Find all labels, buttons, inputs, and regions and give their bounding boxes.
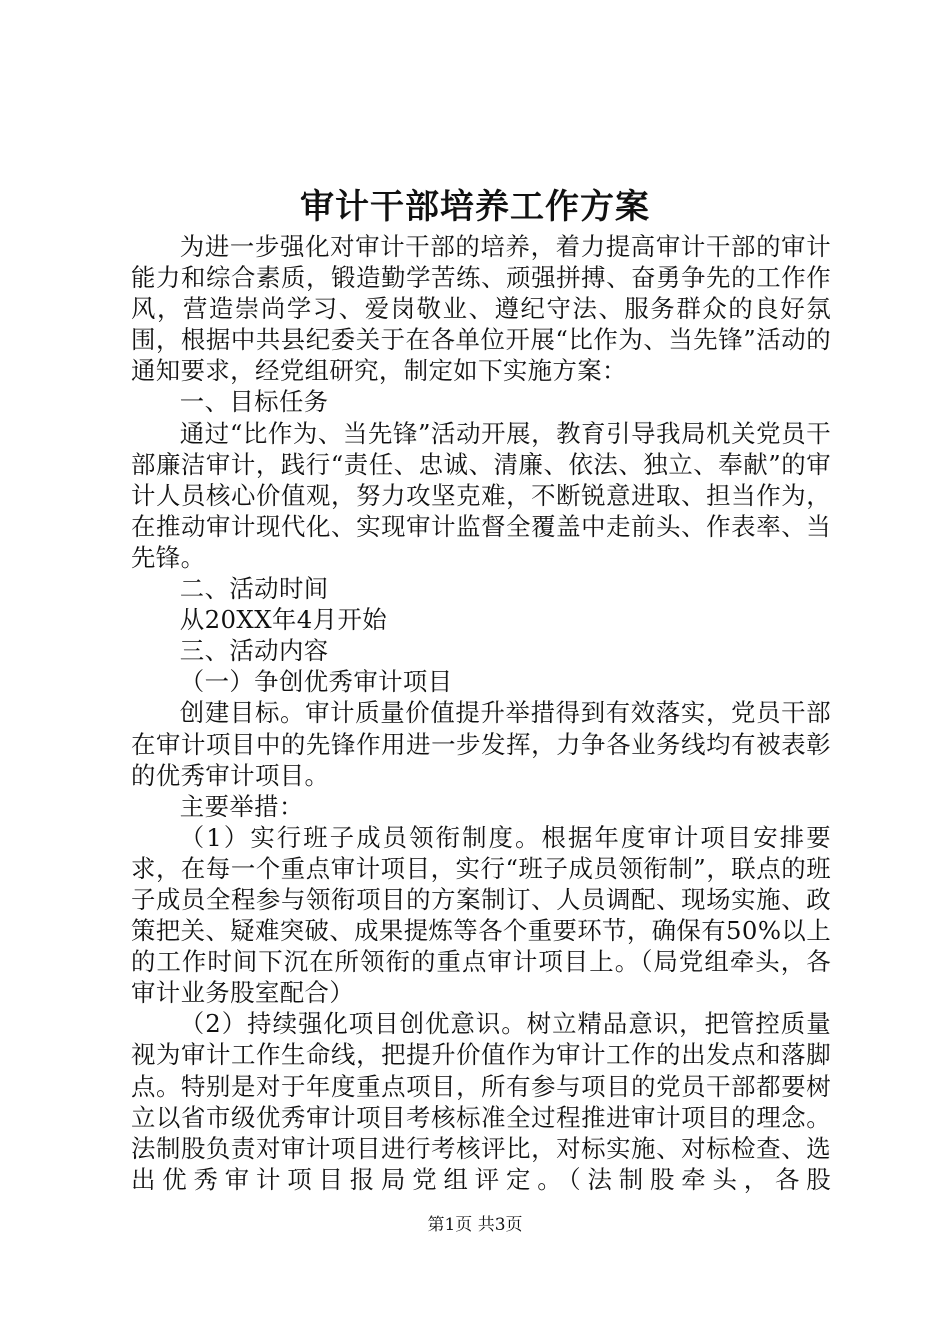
main-measures-label: 主要举措： xyxy=(179,791,304,821)
section-heading-content: 三、活动内容 xyxy=(179,636,329,666)
section-heading-goals: 一、目标任务 xyxy=(179,387,329,417)
creation-goal-paragraph: 创建目标。审计质量价值提升举措得到有效落实，党员干部在审计项目中的先锋作用进一步发挥，力争各业务线均有被表彰的优秀审计项目。 xyxy=(131,698,831,790)
page-footer: 第1页 共3页 xyxy=(427,1215,523,1235)
document-body xyxy=(131,231,831,1195)
section-heading-time: 二、活动时间 xyxy=(179,574,329,604)
subsection-heading-projects: （一）争创优秀审计项目 xyxy=(179,667,453,697)
measure-1-paragraph: （1）实行班子成员领衔制度。根据年度审计项目安排要求，在每一个重点审计项目，实行“班子成员领衔制”，联点的班子成员全程参与领衔项目的方案制订、人员调配、现场实施、政策把关、疑难突破、成果提炼等各个重要环节，确保有50%以上的工作时间下沉在所领衔的重点审计项目上。（局党组牵头，各审计业务股室配合） xyxy=(131,822,831,1008)
goals-paragraph: 通过“比作为、当先锋”活动开展，教育引导我局机关党员干部廉洁审计，践行“责任、忠诚、清廉、依法、独立、奉献”的审计人员核心价值观，努力攻坚克难，不断锐意进取、担当作为，在推动审计现代化、实现审计监督全覆盖中走前头、作表率、当先锋。 xyxy=(131,418,831,572)
document-title: 审计干部培养工作方案 xyxy=(300,187,650,227)
intro-paragraph: 为进一步强化对审计干部的培养，着力提高审计干部的审计能力和综合素质，锻造勤学苦练、顽强拼搏、奋勇争先的工作作风，营造崇尚学习、爱岗敬业、遵纪守法、服务群众的良好氛围，根据中共县纪委关于在各单位开展“比作为、当先锋”活动的通知要求，经党组研究，制定如下实施方案： xyxy=(131,232,831,386)
measure-2-paragraph: （2）持续强化项目创优意识。树立精品意识，把管控质量视为审计工作生命线，把提升价值作为审计工作的出发点和落脚点。特别是对于年度重点项目，所有参与项目的党员干部都要树立以省市级优秀审计项目考核标准全过程推进审计项目的理念。法制股负责对审计项目进行考核评比，对标实施、对标检查、选出优秀审计项目报局党组评定。（法制股牵头，各股 xyxy=(131,1009,831,1194)
time-paragraph: 从20XX年4月开始 xyxy=(179,605,388,635)
